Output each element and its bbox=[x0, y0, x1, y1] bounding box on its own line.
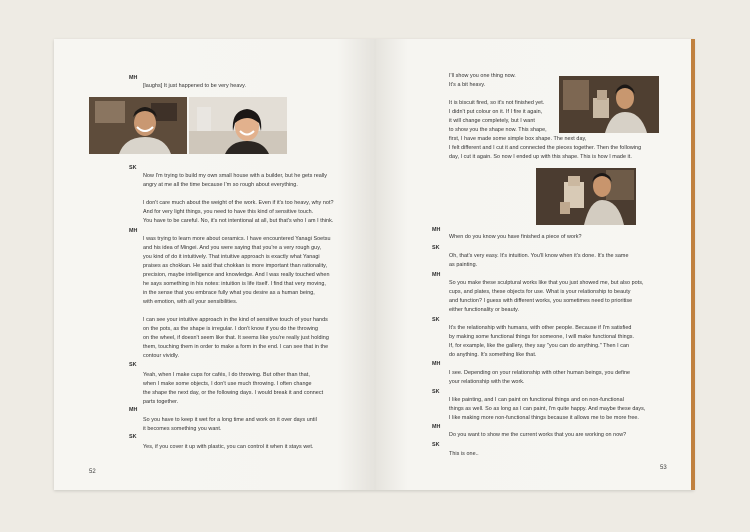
speaker-label: MH bbox=[432, 361, 441, 367]
dialogue-text: So you have to keep it wet for a long time and work on it over days until it becomes something you want. bbox=[143, 417, 317, 432]
speaker-label: MH bbox=[129, 75, 138, 81]
speaker-label: SK bbox=[129, 165, 137, 171]
cover-edge bbox=[691, 39, 695, 490]
speaker-label: SK bbox=[432, 317, 440, 323]
speaker-label: SK bbox=[432, 442, 440, 448]
dialogue-text: Oh, that's very easy. It's intuition. You'll know when it's done. It's the same as painting. bbox=[449, 253, 629, 268]
photo-smiling-woman bbox=[189, 97, 287, 154]
speaker-label: SK bbox=[432, 245, 440, 251]
right-page bbox=[376, 39, 694, 490]
page-number: 52 bbox=[89, 469, 96, 475]
dialogue-text: I see. Depending on your relationship with other human beings, you define your relationship with the work. bbox=[449, 370, 631, 385]
left-page bbox=[54, 39, 376, 490]
photo-laughing-man bbox=[89, 97, 187, 154]
open-book bbox=[54, 39, 694, 490]
photo-man-showing-sculpture bbox=[536, 168, 636, 225]
dialogue-text: [laughs] It just happened to be very heavy. bbox=[143, 83, 247, 89]
dialogue-text: When do you know you have finished a piece of work? bbox=[449, 234, 582, 240]
speaker-label: MH bbox=[129, 407, 138, 413]
dialogue-text: Now I'm trying to build my own small house with a builder, but he gets really angry at me all the time because I'm so rough about everything. I don't care much about the weight of the work. Even if it's too heavy, why not? And for very light things, you need to have this kind of sensitive touch. You have to be careful. No, it's not intentional at all, but that's who I am I think. bbox=[143, 173, 334, 224]
dialogue-text: This is one.. bbox=[449, 451, 479, 457]
speaker-label: SK bbox=[432, 389, 440, 395]
dialogue-text: Do you want to show me the current works that you are working on now? bbox=[449, 432, 627, 438]
dialogue-text: Yeah, when I make cups for cafés, I do throwing. But other than that, when I make some objects, I don't use much throwing. I often change the shape the next day, or the following days. I would break it and connect parts together. bbox=[143, 372, 324, 405]
speaker-label: SK bbox=[129, 362, 137, 368]
dialogue-text: I'll show you one thing now. It's a bit heavy. It is biscuit fired, so it's not finished yet. I didn't put colour on it. If I fire it again, it will change completely, but I want to show you the shape now. This shape, first, I have made some simple box shape. The next day, I felt different and I cut it and connected the pieces together. Then the following day, I cut it again. So now I ended up with this shape. This is how I made it. bbox=[449, 73, 642, 160]
dialogue-text: I like painting, and I can paint on functional things and on non-functional things as well. So as long as I can paint, I'm quite happy. And maybe these days, I like making more non-functional things because it allows me to be more free. bbox=[449, 397, 646, 421]
page-number: 53 bbox=[660, 465, 667, 471]
speaker-label: MH bbox=[432, 227, 441, 233]
dialogue-text: Yes, if you cover it up with plastic, you can control it when it stays wet. bbox=[143, 444, 314, 450]
speaker-label: MH bbox=[129, 228, 138, 234]
dialogue-text: It's the relationship with humans, with other people. Because if I'm satisfied by making some functional things for someone, I will make functional things. If, for example, like the gallery, they say "you can do anything." Then I can do anything. It's something like that. bbox=[449, 325, 635, 358]
photo-man-holding-box bbox=[559, 76, 659, 133]
speaker-label: MH bbox=[432, 272, 441, 278]
dialogue-text: So you make these sculptural works like that you just showed me, but also pots, cups, and plates, these objects for use. What is your relationship to beauty and function? I guess with different works, you sometimes need to prioritise either functionality or beauty. bbox=[449, 280, 644, 313]
speaker-label: SK bbox=[129, 434, 137, 440]
dialogue-text: I was trying to learn more about ceramics. I have encountered Yanagi Soetsu and his idea of Mingei. And you were saying that you're a very rough guy, you kind of do it intuitively. That intuitive approach is exactly what Yanagi praises as chokkan. He said that chokkan is more important than rationality, precision, maybe intelligence and knowledge. And I was really touched when he says something in his notes: intuition is life itself. I find that very moving, in the sense that you embrace fully what you desire as a human being, with emotion, with all your sensibilities. I can see your intuitive approach in the kind of sensitive touch of your hands on the pots, as the shape is irregular. I don't know if you do the throwing on the wheel, if doesn't seem like that. It seems like you're really just holding them, touching them in order to make a form in the end. I can see that in the contour vividly. bbox=[143, 236, 331, 359]
speaker-label: MH bbox=[432, 424, 441, 430]
